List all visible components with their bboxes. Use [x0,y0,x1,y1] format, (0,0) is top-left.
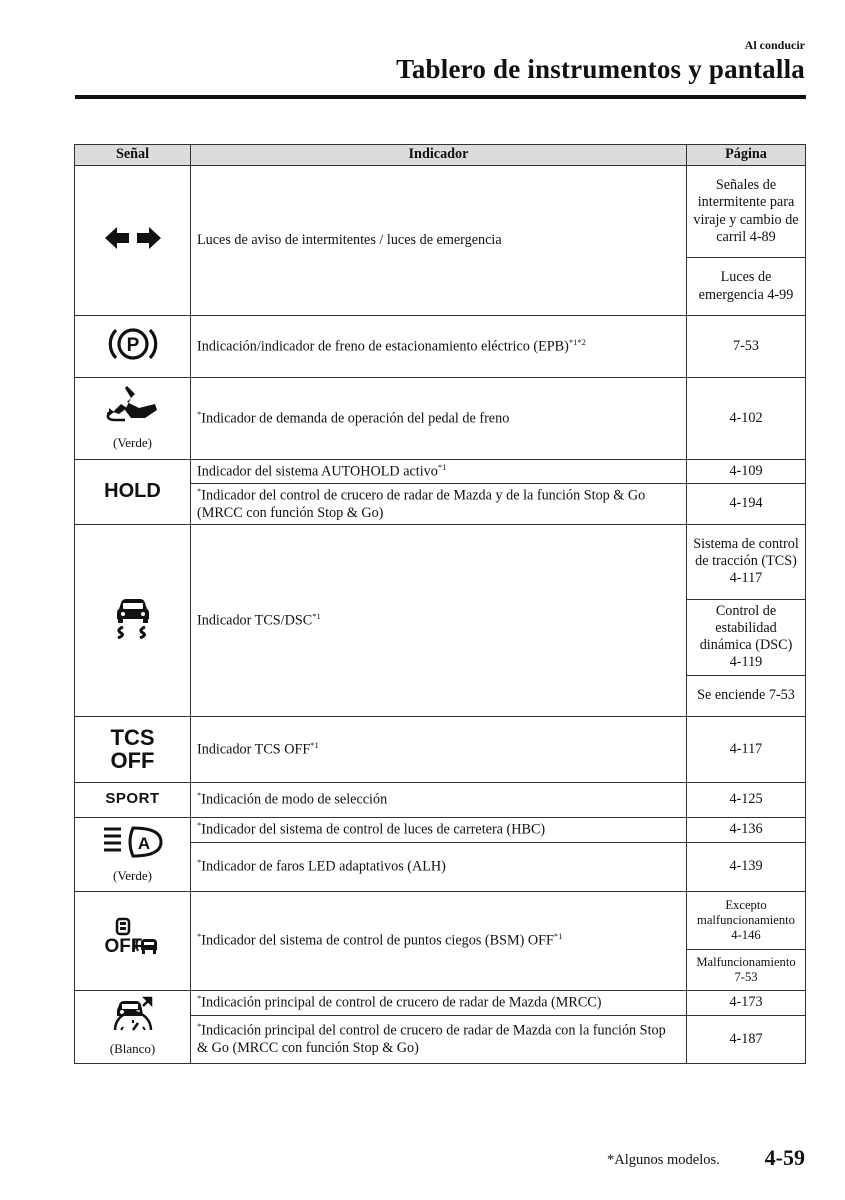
table-row [75,316,806,378]
indicator-cell: *Indicación principal de control de crucero de radar de Mazda (MRCC) [191,990,687,1015]
page-cell: Control de estabilidad dinámica (DSC) 4-119 [687,599,806,675]
indicator-cell: Indicador TCS OFF$^{*1}$ [191,716,687,782]
indicator-cell: *Indicador de demanda de operación del pedal de freno [191,378,687,460]
page-number: 4-59 [764,1145,805,1170]
signal-cell [75,891,191,990]
signal-cell [75,460,191,525]
turn-signal-arrows-icon [105,226,161,255]
table-row [75,166,806,258]
table-row [75,460,806,484]
hold-icon: HOLD [104,480,161,503]
indicator-cell: *Indicador del sistema de control de puntos ciegos (BSM) OFF$^{*1}$ [191,891,687,990]
star-marker: * [197,931,202,942]
page-cell: 4-117 [687,716,806,782]
star-marker: * [197,409,202,420]
radar-cruise-car-icon [111,996,155,1037]
indicator-table [74,144,806,1064]
star-marker: * [197,1021,202,1032]
indicator-cell: *Indicador del sistema de control de luces de carretera (HBC) [191,817,687,842]
header-signal: Señal [75,145,191,166]
indicator-cell: *Indicador del control de crucero de radar de Mazda y de la función Stop & Go (MRCC con función Stop & Go) [191,483,687,524]
title-rule [75,95,806,99]
signal-cell [75,378,191,460]
page-cell: 4-139 [687,842,806,891]
star-marker: * [197,790,202,801]
page-cell: Se enciende 7-53 [687,675,806,716]
table-row [75,990,806,1015]
signal-cell [75,990,191,1063]
auto-headlight-a-icon [103,825,163,864]
signal-cell [75,316,191,378]
indicator-cell: *Indicación de modo de selección [191,782,687,817]
header-page: Página [687,145,806,166]
table-row [75,524,806,599]
signal-caption: (Blanco) [109,1041,156,1057]
page-title: Tablero de instrumentos y pantalla [396,54,805,84]
star-marker: * [197,857,202,868]
bsm-off-icon [103,917,163,959]
signal-cell [75,782,191,817]
page-cell: Malfuncionamiento 7-53 [687,949,806,990]
bsm-off-label: OFF [104,936,143,958]
signal-cell [75,166,191,316]
footnote-ref: *1 [437,462,447,472]
sport-icon: SPORT [105,790,160,808]
page-cell: Sistema de control de tracción (TCS) 4-117 [687,524,806,599]
header-indicator: Indicador [191,145,687,166]
table-header-row [75,145,806,166]
skidding-car-icon [113,597,153,644]
signal-caption: (Verde) [113,435,152,451]
page-cell: 7-53 [687,316,806,378]
page-cell: 4-194 [687,483,806,524]
star-marker: * [197,485,202,496]
star-marker: * [197,993,202,1004]
signal-caption: (Verde) [113,867,152,883]
table-row [75,782,806,817]
page-cell: Luces de emergencia 4-99 [687,258,806,316]
signal-cell [75,524,191,716]
brake-pedal-icon [105,386,161,431]
indicator-cell: Indicador del sistema AUTOHOLD activo$^{*1}$ [191,460,687,484]
table-row [75,817,806,842]
table-row [75,378,806,460]
footnote-ref: *1*2 [568,337,586,348]
footnote-ref: *1 [310,739,319,750]
star-marker: * [197,820,202,831]
indicator-cell: *Indicación principal del control de crucero de radar de Mazda con la función Stop & Go (MRCC con función Stop & Go) [191,1015,687,1063]
page-cell: Señales de intermitente para viraje y cambio de carril 4-89 [687,166,806,258]
footnote-ref: *1 [553,931,563,942]
page-cell: Excepto malfuncionamiento 4-146 [687,891,806,949]
page-cell: 4-136 [687,817,806,842]
svg-text:A: A [137,833,150,853]
parking-brake-p-icon [107,324,159,369]
page-cell: 4-102 [687,378,806,460]
tcs-off-icon: TCS OFF [110,724,155,773]
indicator-cell: Indicador TCS/DSC$^{*1}$ [191,524,687,716]
table-row [75,891,806,949]
table-row [75,716,806,782]
footnote-ref: *1 [312,610,321,621]
signal-cell [75,716,191,782]
page-cell: 4-187 [687,1015,806,1063]
section-label: Al conducir [744,38,805,52]
signal-cell [75,817,191,891]
svg-text:P: P [126,334,139,356]
page-cell: 4-109 [687,460,806,484]
indicator-cell: *Indicador de faros LED adaptativos (ALH) [191,842,687,891]
footnote-text: *Algunos modelos. [607,1152,720,1168]
indicator-cell: Indicación/indicador de freno de estacionamiento eléctrico (EPB)$^{*1*2}$ [191,316,687,378]
page-cell: 4-173 [687,990,806,1015]
indicator-cell: Luces de aviso de intermitentes / luces de emergencia [191,166,687,316]
page-cell: 4-125 [687,782,806,817]
